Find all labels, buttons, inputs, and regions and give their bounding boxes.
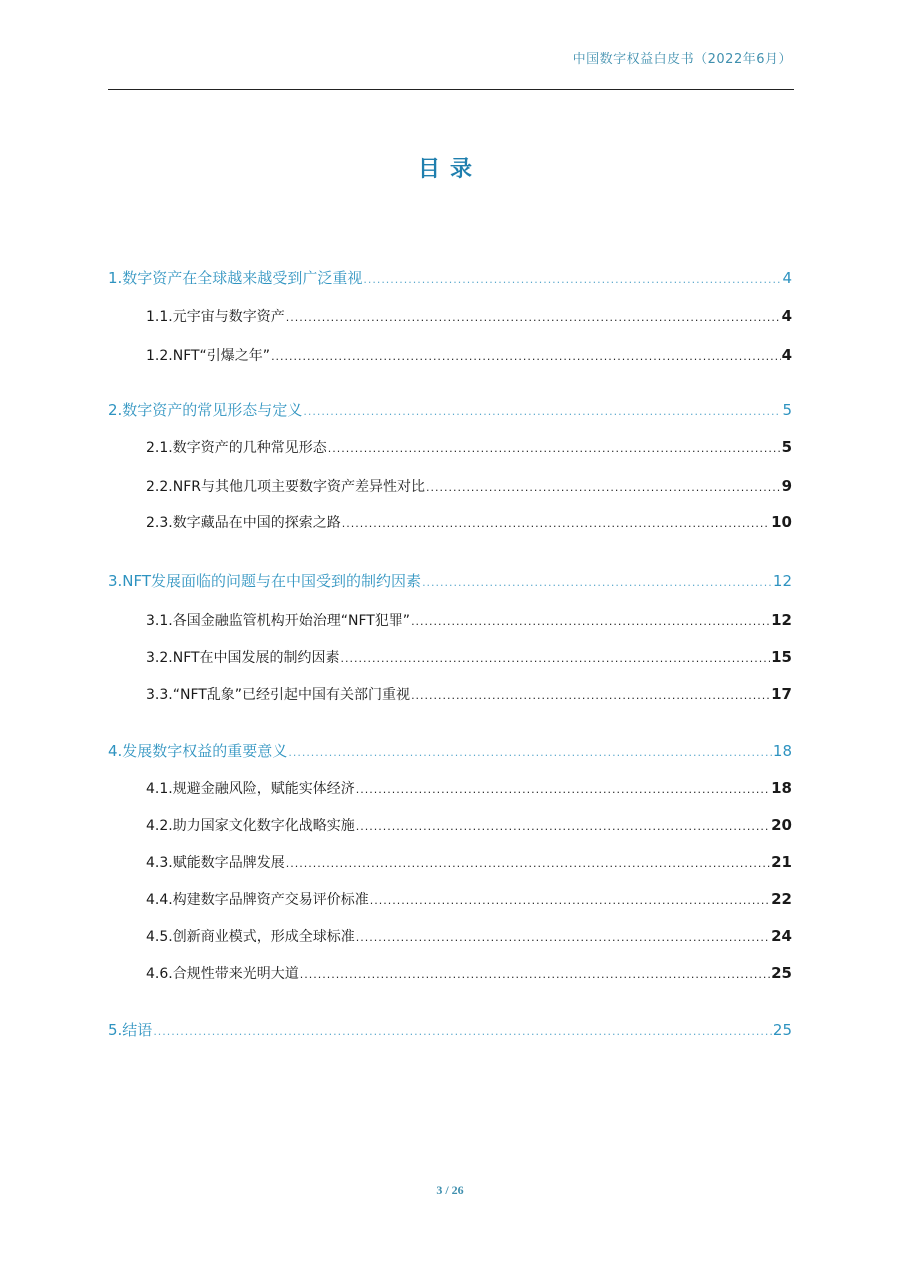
toc-entry-4-1[interactable] [108, 778, 792, 802]
dot-leader [303, 405, 781, 418]
toc-page-number: 4 [781, 307, 792, 325]
toc-page-number: 24 [771, 927, 792, 945]
toc-entry-label: 2.数字资产的常见形态与定义 [108, 401, 303, 419]
toc-entry-label: 4.6.合规性带来光明大道 [146, 966, 299, 982]
toc-entry-label: 4.3.赋能数字品牌发展 [146, 855, 285, 871]
toc-entry-label: 2.1.数字资产的几种常见形态 [146, 440, 327, 456]
toc-entry-label: 2.3.数字藏品在中国的探索之路 [146, 515, 341, 531]
toc-entry-label: 3.3.“NFT乱象”已经引起中国有关部门重视 [146, 687, 411, 703]
dot-leader [411, 689, 770, 702]
toc-entry-4-6[interactable] [108, 963, 792, 987]
toc-entry-label: 5.结语 [108, 1021, 153, 1039]
dot-leader [342, 517, 770, 530]
page-title: 目录 [417, 157, 482, 182]
dot-leader [356, 931, 770, 944]
toc-page-number: 18 [771, 779, 792, 797]
toc-entry-3-1[interactable] [108, 610, 792, 634]
toc-entry-2[interactable] [108, 399, 792, 423]
toc-entry-label: 1.1.元宇宙与数字资产 [146, 309, 285, 325]
toc-page-number: 12 [772, 572, 792, 590]
dot-leader [411, 615, 770, 628]
toc-entry-label: 3.1.各国金融监管机构开始治理“NFT犯罪” [146, 613, 411, 629]
toc-entry-4-2[interactable] [108, 815, 792, 839]
toc-entry-2-1[interactable] [108, 437, 792, 461]
toc-entry-label: 3.NFT发展面临的问题与在中国受到的制约因素 [108, 572, 422, 590]
document-header-title: 中国数字权益白皮书（2022年6月） [572, 52, 792, 67]
toc-entry-label: 4.4.构建数字品牌资产交易评价标准 [146, 892, 369, 908]
dot-leader [271, 350, 781, 363]
dot-leader [300, 968, 770, 981]
dot-leader [356, 783, 770, 796]
dot-leader [426, 481, 781, 494]
toc-entry-4-3[interactable] [108, 852, 792, 876]
toc-entry-5[interactable] [108, 1019, 792, 1043]
toc-entry-label: 1.数字资产在全球越来越受到广泛重视 [108, 269, 363, 287]
toc-entry-label: 2.2.NFR与其他几项主要数字资产差异性对比 [146, 479, 425, 495]
header-divider [108, 89, 794, 90]
toc-page-number: 5 [781, 438, 792, 456]
page-indicator: 3 / 26 [436, 1183, 464, 1197]
toc-entry-4-5[interactable] [108, 926, 792, 950]
dot-leader [370, 894, 770, 907]
toc-page-number: 22 [771, 890, 792, 908]
toc-entry-label: 1.2.NFT“引爆之年” [146, 348, 271, 364]
dot-leader [153, 1025, 772, 1038]
toc-page-number: 17 [771, 685, 792, 703]
toc-page-number: 4 [782, 269, 792, 287]
toc-page-number: 25 [772, 1021, 792, 1039]
toc-entry-3-2[interactable] [108, 647, 792, 671]
toc-page-number: 5 [782, 401, 792, 419]
dot-leader [341, 652, 771, 665]
dot-leader [363, 273, 781, 286]
toc-page-number: 20 [771, 816, 792, 834]
toc-page-number: 18 [772, 742, 792, 760]
toc-entry-1-2[interactable] [108, 345, 792, 369]
dot-leader [328, 442, 781, 455]
toc-entry-label: 4.发展数字权益的重要意义 [108, 742, 288, 760]
dot-leader [288, 746, 772, 759]
toc-page-number: 15 [771, 648, 792, 666]
toc-entry-label: 4.2.助力国家文化数字化战略实施 [146, 818, 355, 834]
toc-entry-label: 4.1.规避金融风险，赋能实体经济 [146, 781, 355, 797]
toc-page-number: 12 [771, 611, 792, 629]
toc-entry-2-2[interactable] [108, 476, 792, 500]
toc-entry-4-4[interactable] [108, 889, 792, 913]
dot-leader [286, 857, 770, 870]
toc-page-number: 9 [781, 477, 792, 495]
toc-page-number: 21 [771, 853, 792, 871]
dot-leader [356, 820, 770, 833]
toc-entry-4[interactable] [108, 740, 792, 764]
toc-entry-2-3[interactable] [108, 512, 792, 536]
dot-leader [286, 311, 781, 324]
toc-entry-label: 4.5.创新商业模式，形成全球标准 [146, 929, 355, 945]
toc-entry-label: 3.2.NFT在中国发展的制约因素 [146, 650, 340, 666]
toc-entry-1-1[interactable] [108, 306, 792, 330]
toc-entry-3[interactable] [108, 570, 792, 594]
toc-page-number: 25 [771, 964, 792, 982]
toc-entry-3-3[interactable] [108, 684, 792, 708]
toc-page-number: 4 [781, 346, 792, 364]
dot-leader [422, 576, 772, 589]
toc-entry-1[interactable] [108, 267, 792, 291]
toc-page-number: 10 [771, 513, 792, 531]
